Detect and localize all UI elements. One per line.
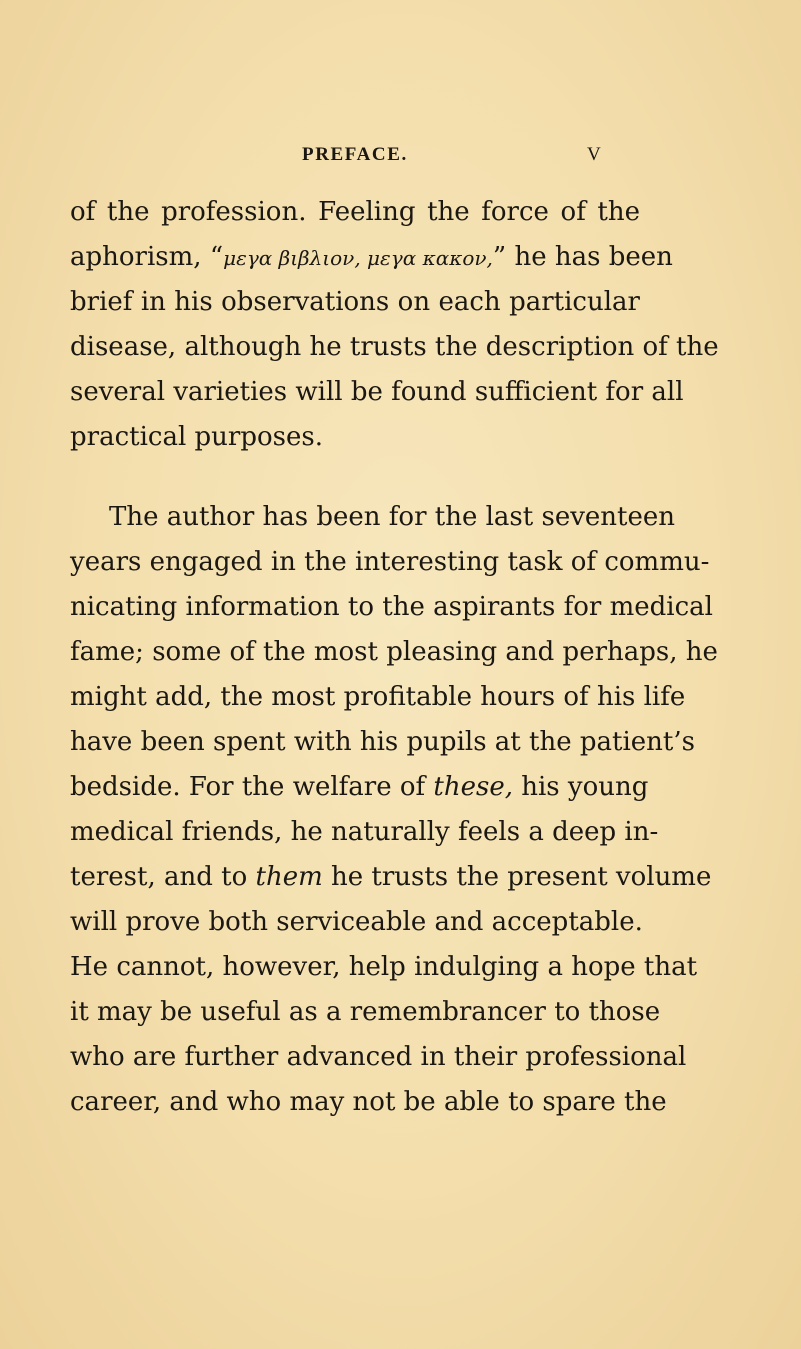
- text-line: might add, the most profitable hours of his life: [70, 682, 686, 712]
- text-line: several varieties will be found sufficient for all: [70, 377, 684, 407]
- text-line: it may be useful as a remembrancer to those: [70, 997, 661, 1027]
- text-line-them: [70, 855, 712, 900]
- page-number: V: [587, 144, 602, 165]
- text-line: years engaged in the interesting task of commu-: [70, 547, 710, 577]
- italic-word: these,: [433, 772, 513, 802]
- text-segment: ” he has been: [492, 242, 673, 272]
- text-line: who are further advanced in their professional: [70, 1042, 687, 1072]
- text-line: practical purposes.: [70, 422, 323, 452]
- paragraph-gap: [70, 460, 640, 495]
- text-line: The author has been for the last seventeen: [109, 502, 676, 532]
- text-line: have been spent with his pupils at the patient’s: [70, 727, 695, 757]
- paragraph-1: [70, 190, 719, 460]
- text-line: of the profession. Feeling the force of the: [70, 197, 640, 227]
- running-head: [0, 142, 801, 172]
- text-line: will prove both serviceable and acceptable.: [70, 907, 643, 937]
- text-line: fame; some of the most pleasing and perhaps, he: [70, 637, 718, 667]
- body-text: [70, 190, 719, 1125]
- text-segment: aphorism, “: [70, 242, 224, 272]
- text-line: career, and who may not be able to spare the: [70, 1087, 667, 1117]
- text-line: nicating information to the aspirants for medical: [70, 592, 713, 622]
- text-line: He cannot, however, help indulging a hope that: [70, 952, 698, 982]
- text-line-these: [70, 765, 649, 810]
- text-line: disease, although he trusts the description of the: [70, 332, 719, 362]
- text-segment: bedside. For the welfare of: [70, 772, 434, 802]
- text-segment: his young: [512, 772, 649, 802]
- text-segment: terest, and to: [70, 862, 256, 892]
- italic-word: them: [255, 862, 323, 892]
- text-line-aphorism: [70, 235, 673, 280]
- running-title: PREFACE.: [302, 144, 408, 165]
- greek-quotation: μεγα βιβλιον, μεγα κακον,: [223, 246, 493, 270]
- paragraph-2: [70, 495, 718, 1125]
- text-line: medical friends, he naturally feels a deep in-: [70, 817, 659, 847]
- text-line: brief in his observations on each particular: [70, 287, 640, 317]
- text-segment: he trusts the present volume: [322, 862, 712, 892]
